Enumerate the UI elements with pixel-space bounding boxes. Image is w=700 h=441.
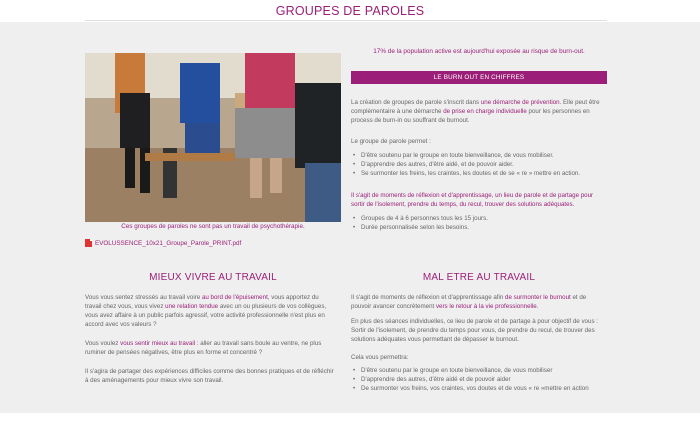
mieux-vivre-text-a: Vous vous sentez stressés au travail voire bbox=[85, 294, 202, 301]
group-photo bbox=[85, 53, 341, 222]
list-item: • Se surmonter les freins, les craintes, les doutes et de se « re » mettre en action. bbox=[361, 169, 607, 178]
mal-etre-paragraph-2: En plus des séances individuelles, ce lieu de parole et de partage à pour objectif de vous : Sortir de l'isolement, de prendre du temps pour vous, de prendre du recul, de trouver des solutions adéquates vous permettant de dépasser le burnout. bbox=[351, 318, 598, 343]
burnout-stats-button[interactable]: LE BURN OUT EN CHIFFRES bbox=[351, 71, 607, 84]
list-item: • D'être soutenu par le groupe en toute bienveillance, de vous mobiliser bbox=[361, 366, 607, 375]
intro-highlight-prevention: une démarche de prévention bbox=[480, 99, 560, 106]
mieux-vivre-highlight-relation: une relation tendue bbox=[165, 303, 219, 310]
mieux-vivre-paragraph-1 bbox=[85, 293, 335, 329]
intro-highlight-individual: de prise en charge individuelle bbox=[443, 108, 527, 115]
intro-permet: Le groupe de parole permet : bbox=[351, 138, 431, 145]
list-item: • Durée personnalisée selon les besoins. bbox=[361, 223, 607, 232]
mal-etre-paragraph-1 bbox=[351, 293, 607, 311]
mal-etre-text-a: Il s'agit de moments de réflexion et d'apprentissage afin bbox=[351, 294, 506, 301]
page-title: GROUPES DE PAROLES bbox=[275, 4, 425, 18]
pdf-link-label: EVOLUSSENCE_10x21_Groupe_Parole_PRINT.pdf bbox=[95, 239, 242, 247]
intro-text-b: . Elle peut être complémentaire à une démarche bbox=[351, 99, 600, 115]
photo-caption: Ces groupes de paroles ne sont pas un travail de psychothérapie. bbox=[121, 223, 305, 230]
list-item: • Groupes de 4 à 6 personnes tous les 15 jours. bbox=[361, 214, 607, 223]
list-item: • D'apprendre des autres, d'être aidé, et de pouvoir aider. bbox=[361, 160, 607, 169]
mieux-vivre-text-c: avec un ou plusieurs de vos collègues, vous avez affaire à un public parfois agressif, votre activité professionnelle n'est plus en accord avec vos valeurs ? bbox=[85, 303, 327, 328]
heading-mal-etre: MAL ETRE AU TRAVAIL bbox=[422, 272, 536, 283]
mal-etre-text-c: . bbox=[536, 303, 539, 310]
mieux-vivre-p2-text-b: : aller au travail sans boule au ventre, ne plus ruminer de pensées négatives, être plus en forme et concentré ? bbox=[85, 340, 322, 356]
intro-paragraph bbox=[351, 98, 607, 125]
list-item: • D'être soutenu par le groupe en toute bienveillance, de vous mobiliser. bbox=[361, 151, 607, 160]
mal-etre-highlight-retour: vers le retour à la vie professionnelle bbox=[435, 303, 537, 310]
group-photo-illustration bbox=[85, 53, 341, 222]
mieux-vivre-highlight-epuisement: au bord de l'épuisement bbox=[201, 294, 268, 301]
mal-etre-highlight-surmonter: de surmonter le burnout bbox=[505, 294, 571, 301]
mieux-vivre-text-b: , vous apportez du travail chez vous, vous vivez bbox=[85, 294, 319, 310]
mal-etre-text-b: et de pouvoir avancer concrètement bbox=[351, 294, 587, 310]
mal-etre-bullet-list bbox=[351, 366, 607, 393]
mal-etre-paragraph-3: Cela vous permettra: bbox=[351, 354, 409, 361]
title-divider bbox=[85, 20, 607, 21]
mieux-vivre-p2-text-a: Vous voulez bbox=[85, 340, 121, 347]
intro-text-a: La création de groupes de parole s'inscrit dans bbox=[351, 99, 481, 106]
list-item: • De surmonter vos freins, vos craintes, vos doutes et de vous « re »mettre en action bbox=[361, 384, 607, 393]
intro-highlight-paragraph: Il s'agit de moments de réflexion et d'apprentissage, un lieu de parole et de partage pour sortir de l'isolement, prendre du temps, du recul, trouver des solutions adéquates. bbox=[351, 192, 594, 208]
mieux-vivre-paragraph-2 bbox=[85, 339, 335, 357]
mieux-vivre-highlight-sentir: vous sentir mieux au travail bbox=[120, 340, 196, 347]
intro-text-c: pour les personnes en process de burn-in ou souffrant de burnout. bbox=[351, 108, 590, 124]
pdf-icon bbox=[85, 239, 92, 247]
group-details-list bbox=[351, 214, 607, 232]
heading-mieux-vivre: MIEUX VIVRE AU TRAVAIL bbox=[149, 272, 277, 283]
intro-bullet-list bbox=[351, 151, 607, 178]
list-item: • D'apprendre des autres, d'être aidé et de pouvoir aider bbox=[361, 375, 607, 384]
pdf-download-link[interactable] bbox=[85, 239, 241, 247]
mieux-vivre-paragraph-3: Il s'agira de partager des expériences difficiles comme des bonnes pratiques et de réfléchir à des aménagements pour mieux vivre son travail. bbox=[85, 368, 334, 384]
burnout-stat: 17% de la population active est aujourd'hui exposée au risque de burn-out. bbox=[373, 48, 585, 55]
